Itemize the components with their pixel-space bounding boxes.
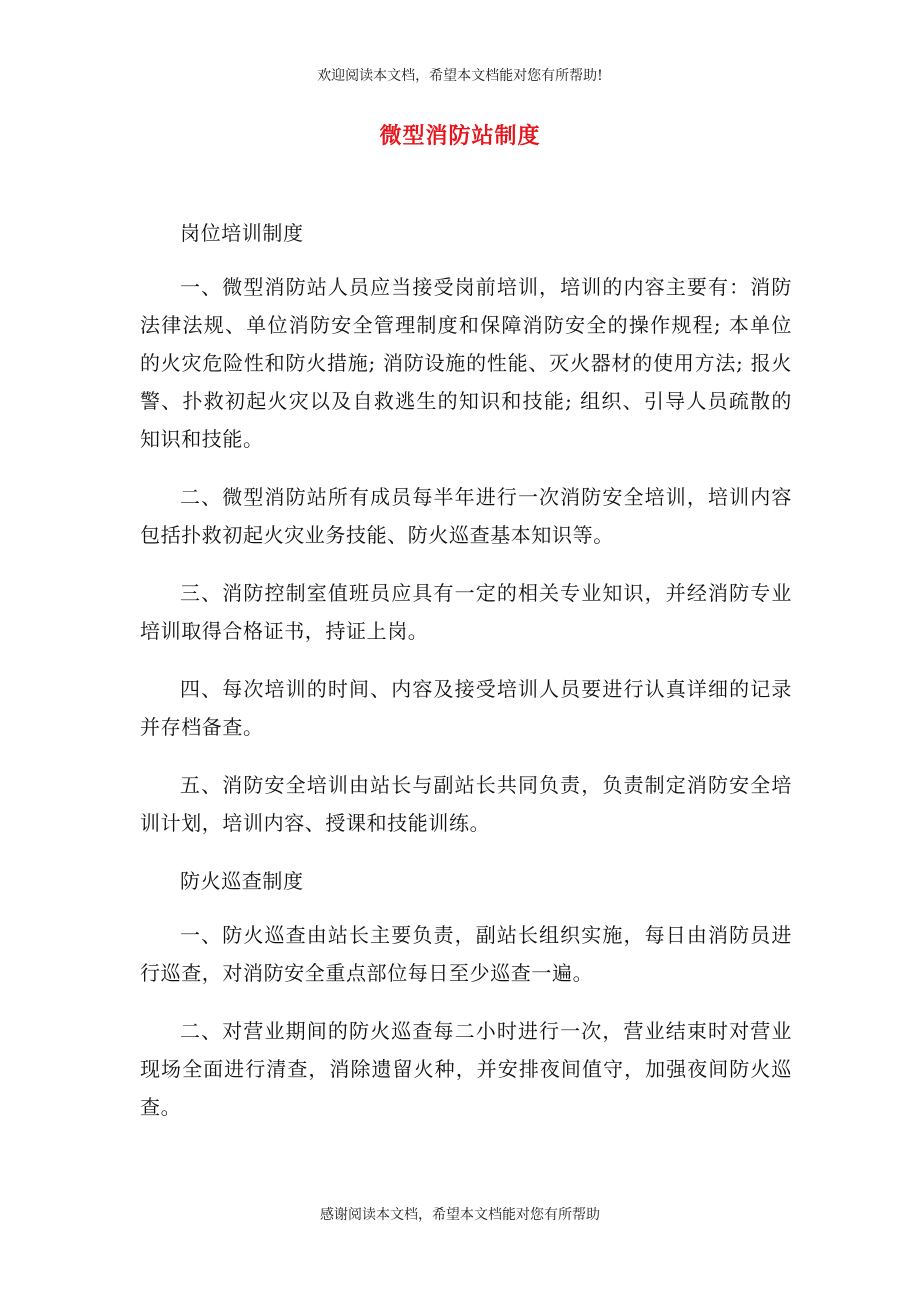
training-paragraph-3: 三、消防控制室值班员应具有一定的相关专业知识，并经消防专业培训取得合格证书，持证上岗。 bbox=[140, 581, 792, 643]
training-paragraph-5: 五、消防安全培训由站长与副站长共同负责，负责制定消防安全培训计划，培训内容、授课和技能训练。 bbox=[140, 773, 792, 835]
section-heading-patrol: 防火巡查制度 bbox=[180, 869, 304, 893]
patrol-paragraph-1: 一、防火巡查由站长主要负责，副站长组织实施，每日由消防员进行巡查，对消防安全重点部位每日至少巡查一遍。 bbox=[140, 923, 792, 985]
training-paragraph-4: 四、每次培训的时间、内容及接受培训人员要进行认真详细的记录并存档备查。 bbox=[140, 677, 792, 739]
patrol-paragraph-2: 二、对营业期间的防火巡查每二小时进行一次，营业结束时对营业现场全面进行清查，消除遗留火种，并安排夜间值守，加强夜间防火巡查。 bbox=[140, 1019, 792, 1119]
training-paragraph-1: 一、微型消防站人员应当接受岗前培训，培训的内容主要有：消防法律法规、单位消防安全管理制度和保障消防安全的操作规程; 本单位的火灾危险性和防火措施; 消防设施的性能、灭火器材的使用方法; 报火警、扑救初起火灾以及自救逃生的知识和技能; 组织、引导人员疏散的知识和技能。 bbox=[140, 275, 792, 451]
document-title: 微型消防站制度 bbox=[379, 123, 541, 149]
training-paragraph-2: 二、微型消防站所有成员每半年进行一次消防安全培训，培训内容包括扑救初起火灾业务技能、防火巡查基本知识等。 bbox=[140, 485, 792, 547]
header-note: 欢迎阅读本文档，希望本文档能对您有所帮助! bbox=[317, 68, 603, 84]
document-body bbox=[140, 214, 792, 1146]
footer-note: 感谢阅读本文档，希望本文档能对您有所帮助 bbox=[320, 1207, 600, 1223]
section-heading-training: 岗位培训制度 bbox=[180, 221, 304, 245]
